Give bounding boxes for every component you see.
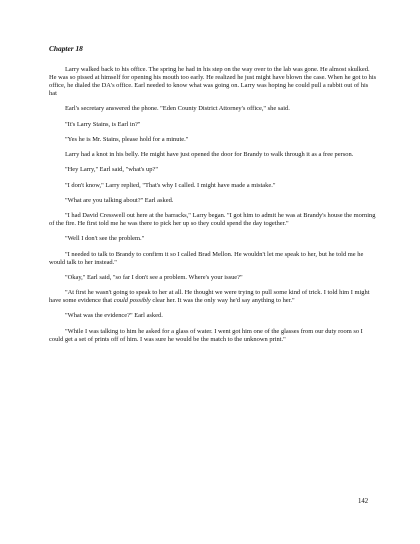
paragraph-11: "I needed to talk to Brandy to confirm it so I called Brad Mellon. He wouldn't let me speak to her, but he told me he would talk to her instead."	[49, 250, 364, 266]
paragraph-13-text-after: clear her. It was the only way he'd say anything to her."	[150, 297, 295, 305]
paragraph-13	[49, 289, 377, 305]
paragraph-1: Larry walked back to his office. The spring he had in his step on the way over to the lab was gone. He almost skulked. He was so pissed at himself for opening his mouth too early. He realized he just might have blown the case. When he got to his office, he dialed the DA's office. Earl needed to know what was going on. Larry was hoping he could pull a rabbit out of his hat	[49, 66, 377, 98]
paragraph-10: "Well I don't see the problem."	[65, 235, 145, 243]
paragraph-3: "It's Larry Stains, is Earl in?"	[65, 120, 141, 128]
paragraph-15: "While I was talking to him he asked for a glass of water. I went got him one of the glasses from our duty room so I could get a set of prints off of him. I was sure he would be the match to the unknown print."	[49, 327, 363, 343]
paragraph-2: Earl's secretary answered the phone. "Eden County District Attorney's office," she said.	[65, 105, 290, 113]
page-number: 142	[358, 498, 369, 505]
paragraph-13-text-before: "At first he wasn't going to speak to her at all. He thought we were trying to pull some kind of trick. I told him I might have some evidence that	[49, 289, 370, 305]
paragraph-4: "Yes he is Mr. Stains, please hold for a minute."	[65, 135, 189, 143]
chapter-body	[49, 66, 377, 351]
emphasis-text: could possibly	[113, 297, 151, 305]
paragraph-14: "What was the evidence?" Earl asked.	[65, 312, 163, 320]
paragraph-9: "I had David Cresswell out here at the barracks," Larry began. "I got him to admit he was at Brandy's house the morning of the fire. He first told me he was there to pick her up so they could spend the day together."	[49, 212, 376, 228]
paragraph-6: "Hey Larry," Earl said, "what's up?"	[65, 166, 158, 174]
paragraph-12: "Okay," Earl said, "so far I don't see a problem. Where's your issue?"	[65, 273, 243, 281]
paragraph-8: "What are you talking about?" Earl asked.	[65, 196, 174, 204]
paragraph-7: "I don't know," Larry replied, "That's why I called. I might have made a mistake."	[65, 181, 276, 189]
paragraph-5: Larry had a knot in his belly. He might have just opened the door for Brandy to walk through it as a free person.	[65, 151, 354, 159]
chapter-title: Chapter 18	[49, 44, 83, 53]
